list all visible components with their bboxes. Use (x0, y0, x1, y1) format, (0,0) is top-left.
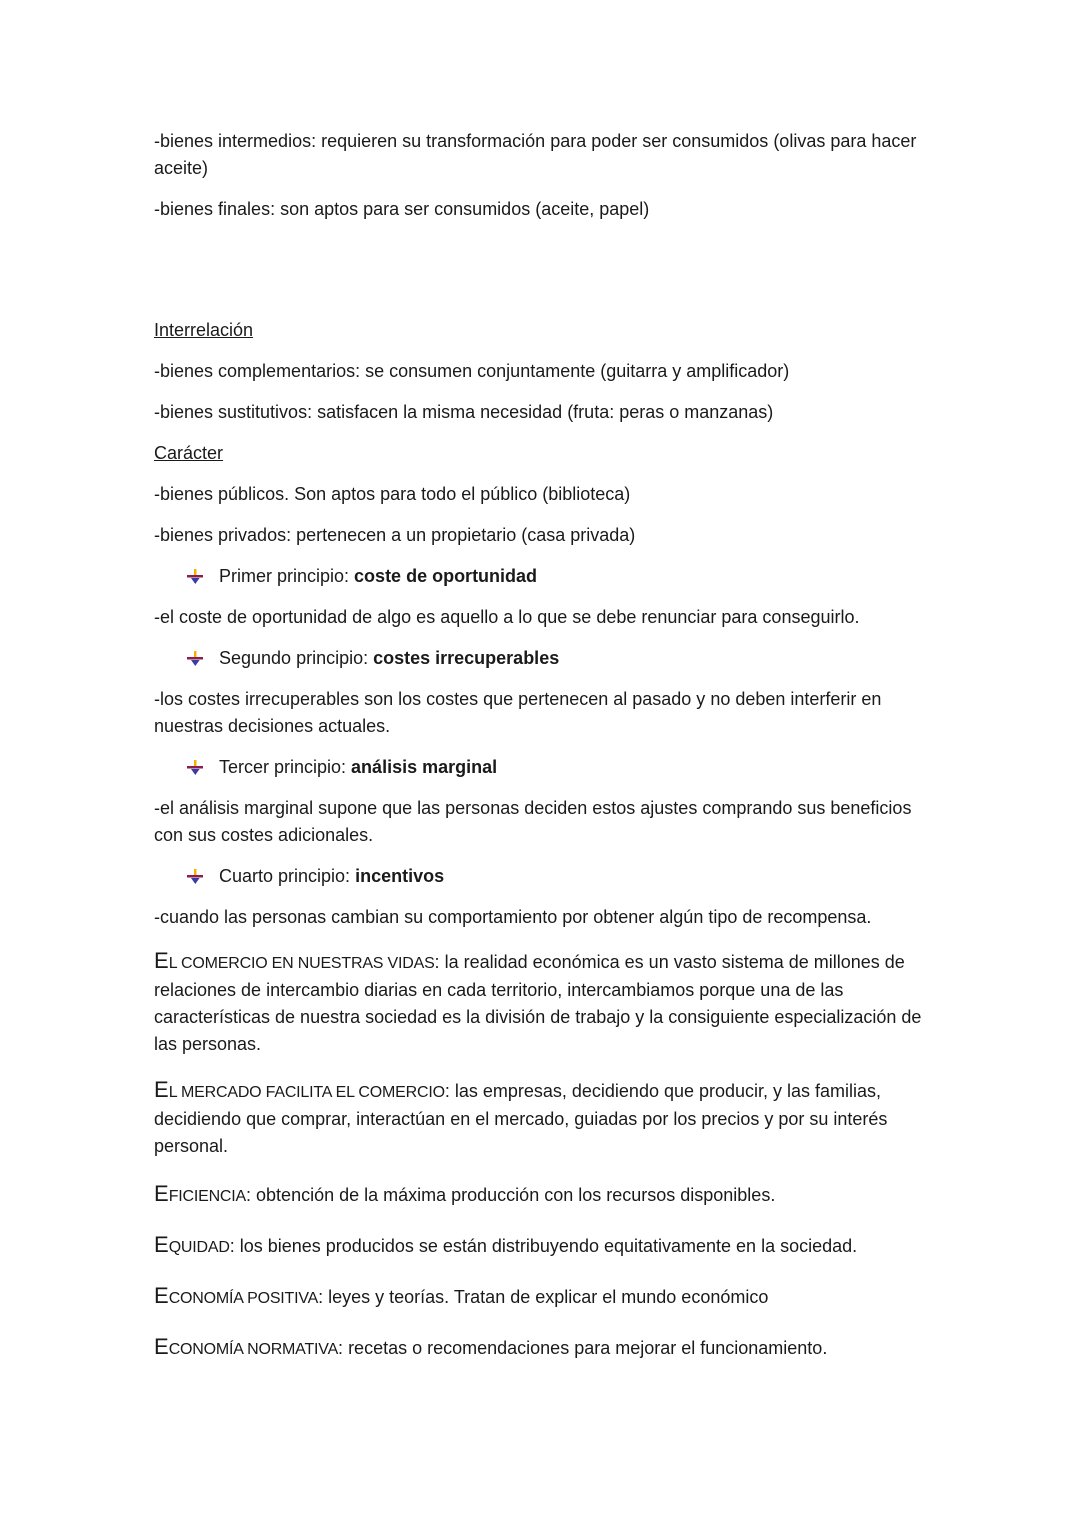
document-page (154, 128, 944, 1363)
bullet-arrow-icon (186, 868, 204, 886)
bullet-arrow-icon (186, 568, 204, 586)
bullet-arrow-icon (186, 650, 204, 668)
definition-comercio: EL COMERCIO EN NUESTRAS VIDAS: la realidad económica es un vasto sistema de millones de relaciones de intercambio diarias en cada territorio, intercambiamos porque una de las características de nuestra sociedad es la división de trabajo y la consiguiente especialización de las personas. (154, 948, 922, 1054)
principle-item (154, 863, 944, 890)
principle-item (154, 754, 944, 781)
principle-label: Segundo principio: (219, 648, 374, 668)
definition-mercado: EL MERCADO FACILITA EL COMERCIO: las empresas, decidiendo que producir, y las familias, decidiendo que comprar, interactúan en el mercado, guiadas por los precios y por su interés personal. (154, 1077, 888, 1156)
principle-item (154, 563, 944, 590)
paragraph-bienes-publicos: -bienes públicos. Son aptos para todo el público (biblioteca) (154, 484, 631, 504)
heading-interrelacion: Interrelación (154, 320, 254, 340)
definition-economia-positiva: ECONOMÍA POSITIVA: leyes y teorías. Tratan de explicar el mundo económico (154, 1283, 769, 1308)
principle-label: Tercer principio: (219, 757, 352, 777)
principle-description: -los costes irrecuperables son los costes que pertenecen al pasado y no deben interferir en nuestras decisiones actuales. (154, 689, 882, 736)
principle-label: Cuarto principio: (219, 866, 356, 886)
principle-term: análisis marginal (351, 757, 498, 777)
principle-term: coste de oportunidad (354, 566, 538, 586)
principle-description: -el coste de oportunidad de algo es aquello a lo que se debe renunciar para conseguirlo. (154, 607, 860, 627)
principle-term: costes irrecuperables (373, 648, 560, 668)
definition-equidad: EQUIDAD: los bienes producidos se están distribuyendo equitativamente en la sociedad. (154, 1232, 858, 1257)
definition-eficiencia: EFICIENCIA: obtención de la máxima producción con los recursos disponibles. (154, 1181, 776, 1206)
paragraph-bienes-sustitutivos: -bienes sustitutivos: satisfacen la misma necesidad (fruta: peras o manzanas) (154, 402, 774, 422)
paragraph-bienes-privados: -bienes privados: pertenecen a un propietario (casa privada) (154, 525, 636, 545)
principle-item (154, 645, 944, 672)
bullet-arrow-icon (186, 759, 204, 777)
principle-label: Primer principio: (219, 566, 355, 586)
principle-description: -el análisis marginal supone que las personas deciden estos ajustes comprando sus beneficios con sus costes adicionales. (154, 798, 912, 845)
principle-term: incentivos (355, 866, 445, 886)
paragraph-bienes-complementarios: -bienes complementarios: se consumen conjuntamente (guitarra y amplificador) (154, 361, 790, 381)
heading-caracter: Carácter (154, 443, 224, 463)
principle-description: -cuando las personas cambian su comportamiento por obtener algún tipo de recompensa. (154, 907, 872, 927)
paragraph-bienes-finales: -bienes finales: son aptos para ser consumidos (aceite, papel) (154, 199, 650, 219)
definition-economia-normativa: ECONOMÍA NORMATIVA: recetas o recomendaciones para mejorar el funcionamiento. (154, 1334, 828, 1359)
paragraph-bienes-intermedios: -bienes intermedios: requieren su transformación para poder ser consumidos (olivas para hacer aceite) (154, 131, 917, 178)
